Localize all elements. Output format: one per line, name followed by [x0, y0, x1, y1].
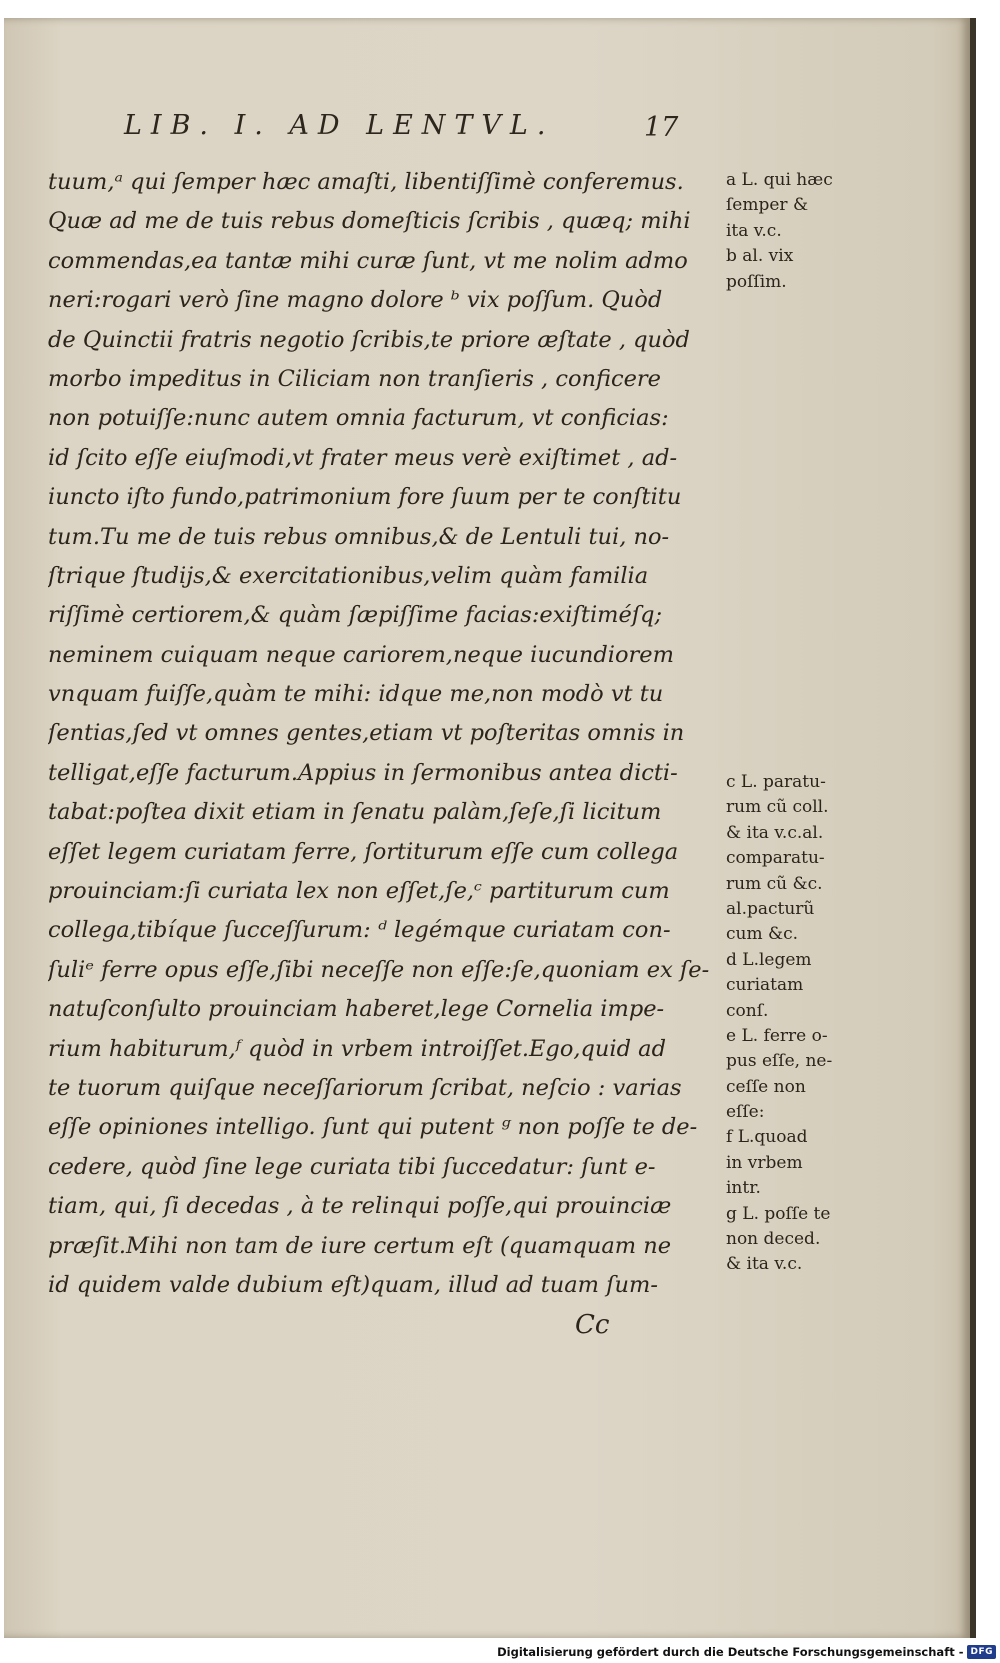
text-line: tuum,ᵃ qui ſemper hæc amaſti, libentiſſimè conferemus.	[48, 169, 684, 195]
text-line: eſſe opiniones intelligo. ſunt qui putent ᵍ non poſſe te de-	[48, 1114, 698, 1141]
margin-note-line: in vrbem	[726, 1152, 803, 1173]
running-head: LIB. I. AD LENTVL.	[124, 110, 555, 141]
text-line: neri:rogari verò ſine magno dolore ᵇ vix poſſum. Quòd	[48, 287, 663, 314]
funding-credit: Digitalisierung gefördert durch die Deutsche Forschungsgemeinschaft -	[497, 1645, 964, 1659]
margin-note-line: ſemper &	[726, 195, 809, 216]
margin-note-line: e L. ferre o-	[726, 1025, 828, 1046]
text-line: ſuliᵉ ferre opus eſſe,ſibi neceſſe non eſſe:ſe,quoniam ex ſe-	[48, 956, 710, 983]
text-line: tum.Tu me de tuis rebus omnibus,& de Lentuli tui, no-	[48, 523, 670, 550]
text-line: rium habiturum,ᶠ quòd in vrbem introiſſet.Ego,quid ad	[48, 1035, 666, 1062]
signature-mark: Cc	[575, 1310, 610, 1340]
margin-note-line: eſſe:	[726, 1102, 765, 1123]
margin-note-line: & ita v.c.al.	[726, 822, 824, 843]
dfg-logo-icon: DFG	[967, 1645, 996, 1659]
text-line: ſentias,ſed vt omnes gentes,etiam vt poſteritas omnis in	[48, 720, 685, 747]
margin-note-line: intr.	[726, 1178, 761, 1199]
margin-note-line: poſſim.	[726, 271, 787, 292]
margin-note-line: & ita v.c.	[726, 1254, 803, 1275]
text-line: neminem cuiquam neque cariorem,neque iucundiorem	[48, 641, 674, 668]
margin-note-line: g L. poſſe te	[726, 1203, 831, 1224]
margin-note-line: cum &c.	[726, 924, 799, 945]
margin-note-line: d L.legem	[726, 949, 812, 970]
text-line: prouinciam:ſi curiata lex non eſſet,ſe,ᶜ partiturum cum	[48, 878, 670, 905]
margin-note-line: b al. vix	[726, 246, 794, 267]
margin-note-line: al.pacturũ	[726, 898, 815, 919]
body-text	[48, 163, 716, 1305]
margin-notes-top	[726, 168, 876, 295]
margin-note-line: a L. qui hæc	[726, 170, 833, 190]
text-line: commendas,ea tantæ mihi curæ ſunt, vt me nolim admo	[48, 247, 688, 274]
text-line: ſtrique ſtudijs,& exercitationibus,velim quàm familia	[48, 562, 649, 589]
margin-note-line: ita v.c.	[726, 220, 782, 241]
margin-note-line: pus eſſe, ne-	[726, 1051, 833, 1072]
margin-note-line: comparatu-	[726, 848, 825, 869]
margin-note-line: rum cũ coll.	[726, 797, 829, 818]
text-line: cedere, quòd ſine lege curiata tibi ſuccedatur: ſunt e-	[48, 1153, 656, 1180]
margin-note-line: conſ.	[726, 1000, 769, 1021]
text-line: morbo impeditus in Ciliciam non tranſieris , conficere	[48, 365, 661, 392]
text-line: natuſconſulto prouinciam haberet,lege Cornelia impe-	[48, 996, 665, 1023]
margin-note-line: f L.quoad	[726, 1127, 808, 1148]
text-line: id ſcito eſſe eiuſmodi,vt frater meus verè exiſtimet , ad-	[48, 444, 678, 471]
footer-bar	[489, 1641, 1000, 1663]
text-line: tabat:poſtea dixit etiam in ſenatu palàm,ſeſe,ſi licitum	[48, 799, 662, 826]
text-line: te tuorum quiſque neceſſariorum ſcribat, neſcio : varias	[48, 1074, 682, 1101]
text-line: tiam, qui, ſi decedas , à te relinqui poſſe,qui prouinciæ	[48, 1193, 672, 1220]
page-number: 17	[644, 112, 679, 143]
text-line: vnquam fuiſſe,quàm te mihi: idque me,non modò vt tu	[48, 681, 664, 708]
text-line: telligat,eſſe facturum.Appius in ſermonibus antea dicti-	[48, 759, 678, 786]
book-page	[4, 18, 970, 1638]
margin-note-line: non deced.	[726, 1229, 821, 1250]
margin-note-line: rum cũ &c.	[726, 873, 823, 894]
margin-note-line: c L. paratu-	[726, 772, 826, 792]
text-line: de Quinctii fratris negotio ſcribis,te priore æſtate , quòd	[48, 326, 690, 353]
page-edge-shadow	[970, 18, 976, 1638]
text-line: præſit.Mihi non tam de iure certum eſt (quamquam ne	[48, 1232, 672, 1259]
text-line: non potuiſſe:nunc autem omnia facturum, vt conficias:	[48, 405, 669, 432]
text-line: riſſimè certiorem,& quàm ſæpiſſime facias:exiſtiméſq;	[48, 602, 663, 629]
text-line: eſſet legem curiatam ferre, ſortiturum eſſe cum collega	[48, 838, 679, 865]
margin-notes-bottom	[726, 770, 876, 1278]
margin-note-line: ceſſe non	[726, 1076, 806, 1097]
text-line: id quidem valde dubium eſt)quam, illud ad tuam ſum-	[48, 1271, 658, 1298]
text-line: Quæ ad me de tuis rebus domeſticis ſcribis , quæq; mihi	[48, 208, 691, 235]
text-line: collega,tibíque ſucceſſurum: ᵈ legémque curiatam con-	[48, 917, 671, 944]
text-line: iuncto iſto fundo,patrimonium fore ſuum per te conſtitu	[48, 484, 682, 511]
margin-note-line: curiatam	[726, 975, 804, 996]
